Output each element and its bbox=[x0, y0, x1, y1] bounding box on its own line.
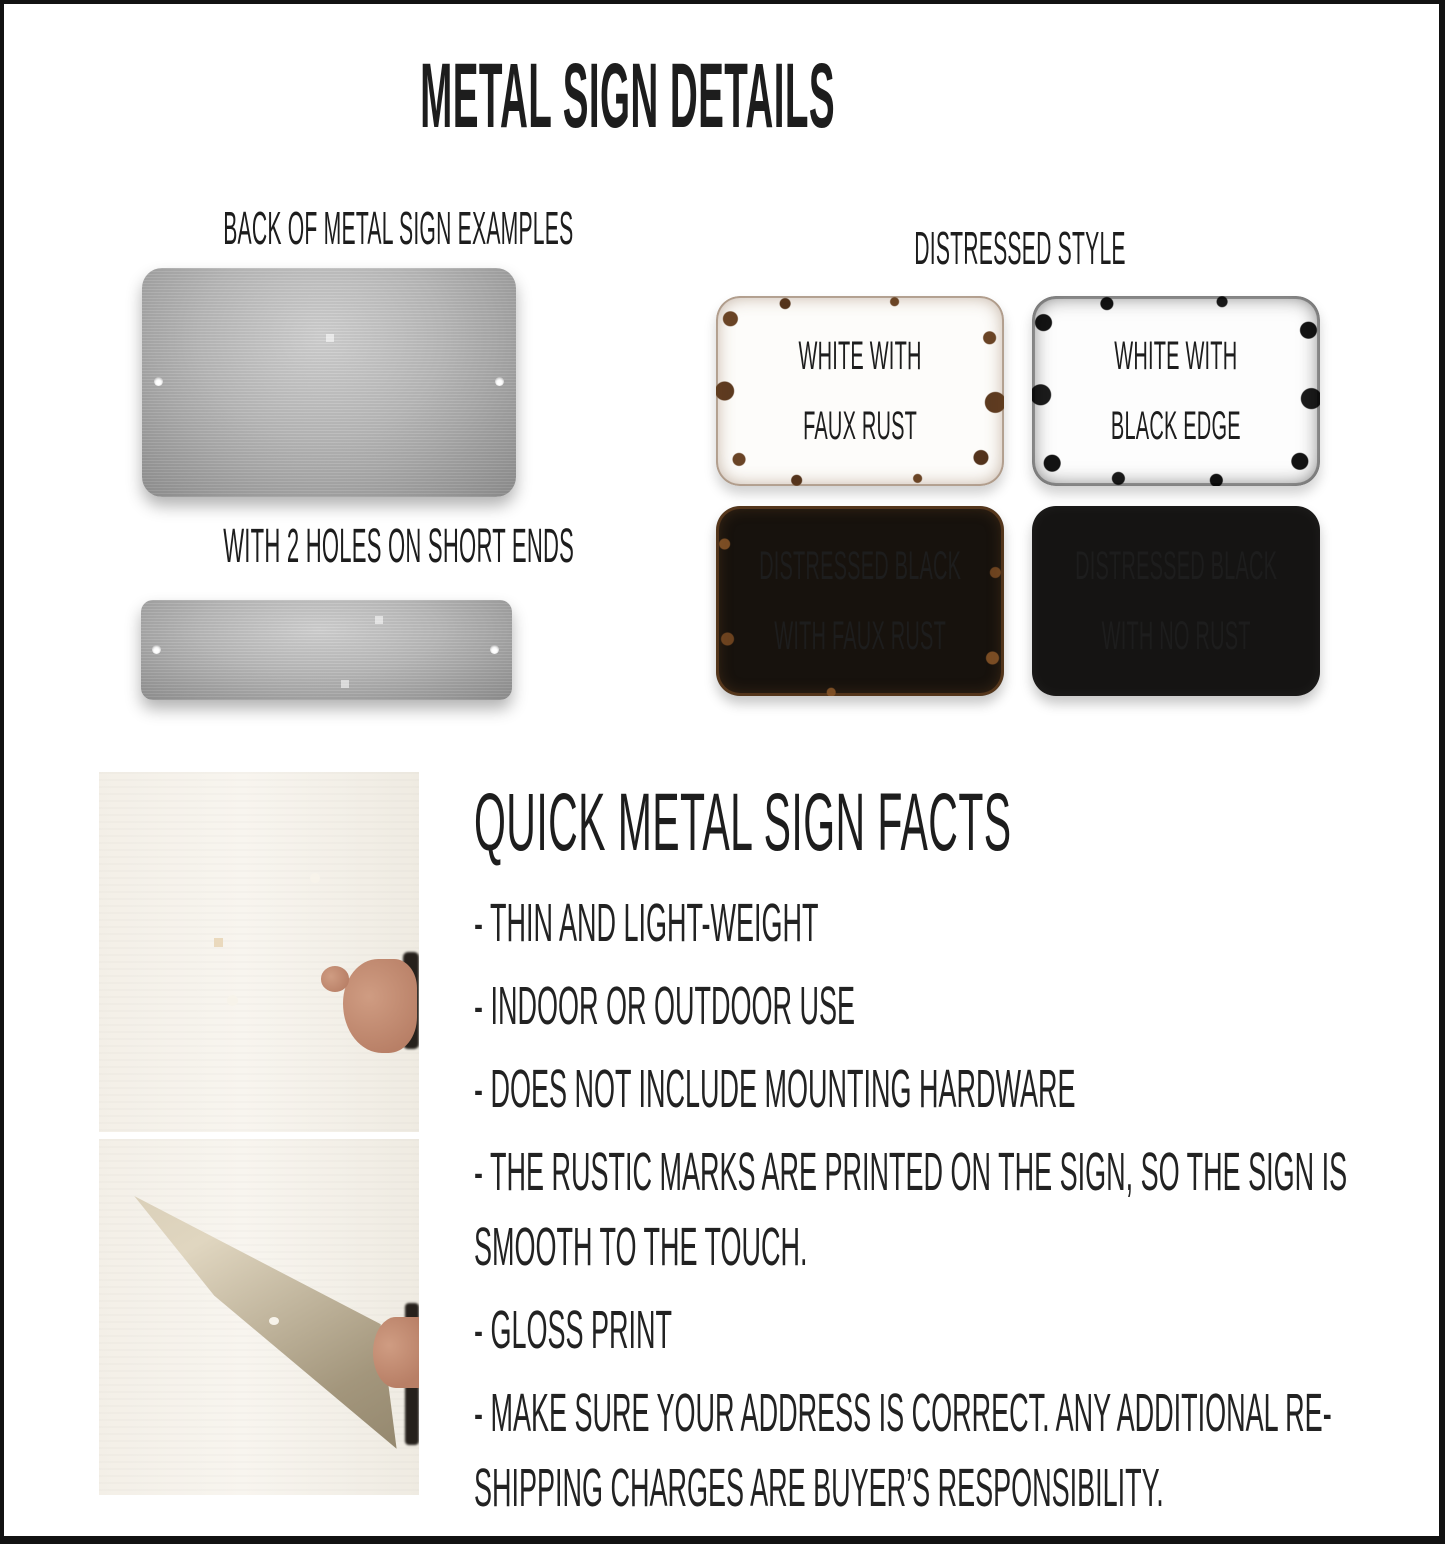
back-of-sign-section bbox=[99, 202, 575, 704]
quick-facts-section bbox=[474, 777, 1434, 1518]
fingers bbox=[373, 1317, 419, 1388]
sign-label bbox=[759, 531, 961, 671]
metal-sign-back-large bbox=[142, 268, 516, 497]
sign-label-line: WITH NO RUST bbox=[1101, 614, 1251, 658]
mount-hole bbox=[310, 873, 320, 883]
sign-label bbox=[1075, 531, 1277, 671]
hand bbox=[343, 959, 417, 1053]
back-examples-heading: BACK OF METAL SIGN EXAMPLES bbox=[223, 202, 574, 254]
facts-list bbox=[474, 886, 1424, 1534]
sign-label-line: DISTRESSED BLACK bbox=[758, 544, 962, 588]
fact-item: - MAKE SURE YOUR ADDRESS IS CORRECT. ANY ADDITIONAL RE-SHIPPING CHARGES ARE BUYER’S RESPONSIBILITY. bbox=[474, 1383, 1332, 1518]
photo-sign-edge-view bbox=[99, 1139, 419, 1495]
mount-hole bbox=[269, 1317, 279, 1325]
sign-label bbox=[798, 321, 921, 461]
sign-white-with-faux-rust bbox=[716, 296, 1004, 486]
sign-label-line: DISTRESSED BLACK bbox=[1074, 544, 1278, 588]
facts-heading: QUICK METAL SIGN FACTS bbox=[474, 777, 1012, 868]
fact-item: - DOES NOT INCLUDE MOUNTING HARDWARE bbox=[474, 1059, 1076, 1119]
tan-metal-sign-angled bbox=[99, 1139, 419, 1495]
mount-hole bbox=[490, 645, 499, 654]
sign-label-line: BLACK EDGE bbox=[1111, 404, 1241, 448]
sign-label-line: FAUX RUST bbox=[802, 404, 918, 448]
fact-item: - INDOOR OR OUTDOOR USE bbox=[474, 976, 856, 1036]
photo-hand-holding-sign bbox=[99, 772, 419, 1132]
distressed-styles-grid bbox=[716, 296, 1320, 696]
page-title: METAL SIGN DETAILS bbox=[420, 45, 835, 147]
sign-label-line: WHITE WITH bbox=[798, 334, 922, 378]
reflection-glint bbox=[214, 938, 223, 947]
sign-distressed-black-faux-rust bbox=[716, 506, 1004, 696]
tan-metal-sign bbox=[99, 772, 419, 1132]
mount-hole bbox=[495, 377, 504, 386]
sign-label-line: WITH FAUX RUST bbox=[774, 614, 946, 658]
sign-white-with-black-edge bbox=[1032, 296, 1320, 486]
sign-label-line: WHITE WITH bbox=[1114, 334, 1238, 378]
reflection-glint bbox=[326, 334, 334, 342]
thumb bbox=[321, 966, 349, 991]
reflection-glint bbox=[375, 616, 383, 624]
sign-distressed-black-no-rust bbox=[1032, 506, 1320, 696]
fact-item: - THIN AND LIGHT-WEIGHT bbox=[474, 893, 819, 953]
sign-label bbox=[1111, 321, 1241, 461]
fact-item: - GLOSS PRINT bbox=[474, 1300, 673, 1360]
mount-hole bbox=[152, 645, 161, 654]
distressed-heading: DISTRESSED STYLE bbox=[914, 222, 1126, 274]
holes-subheading: WITH 2 HOLES ON SHORT ENDS bbox=[223, 520, 575, 573]
fact-item: - THE RUSTIC MARKS ARE PRINTED ON THE SIGN, SO THE SIGN IS SMOOTH TO THE TOUCH. bbox=[474, 1142, 1348, 1277]
reflection-glint bbox=[341, 680, 349, 688]
metal-sign-back-narrow bbox=[141, 600, 512, 700]
mount-hole bbox=[154, 377, 163, 386]
